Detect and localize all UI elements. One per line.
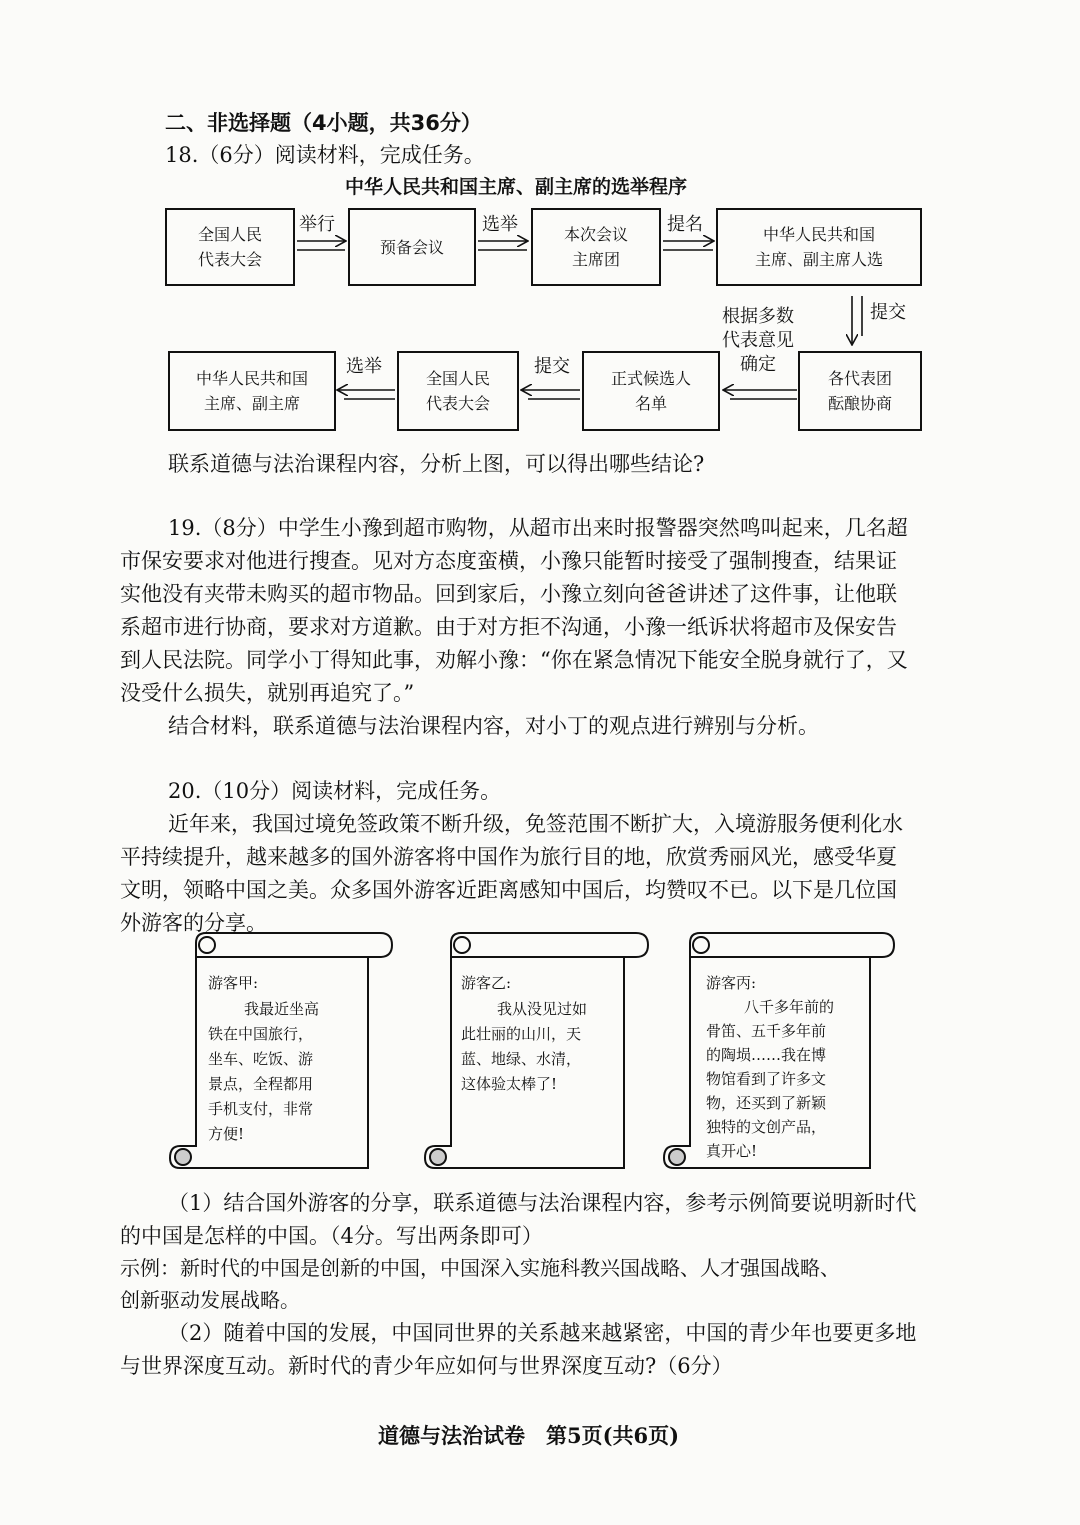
tourist-b-l1: 我从没见过如 <box>497 1000 588 1018</box>
q18-question: 联系道德与法治课程内容，分析上图，可以得出哪些结论? <box>168 452 705 476</box>
q19-task: 结合材料，联系道德与法治课程内容，对小丁的观点进行辨别与分析。 <box>168 714 819 738</box>
label-elect2: 选举 <box>346 356 382 377</box>
node-npc-a <box>165 208 295 286</box>
q19-line-6: 没受什么损失，就别再追究了。” <box>120 681 415 705</box>
node-npc-b-l2: 代表大会 <box>425 394 490 413</box>
node-prep <box>348 208 476 286</box>
q20-line-1: 近年来，我国过境免签政策不断升级，免签范围不断扩大，入境游服务便利化水 <box>168 812 903 836</box>
tourist-c-l3: 的陶埙……我在博 <box>706 1046 827 1064</box>
label-elect1: 选举 <box>482 214 518 235</box>
tourist-a-l3: 坐车、吃饭、游 <box>208 1050 314 1068</box>
tourist-c-l7: 真开心! <box>706 1142 758 1160</box>
q20-sub1-l1: （1）结合国外游客的分享，联系道德与法治课程内容，参考示例简要说明新时代 <box>168 1191 917 1215</box>
tourist-a-l6: 方便! <box>208 1125 245 1143</box>
label-submit2: 提交 <box>534 356 570 377</box>
q19-line-4: 系超市进行协商，要求对方道歉。由于对方拒不沟通，小豫一纸诉状将超市及保安告 <box>120 615 897 639</box>
label-decide <box>722 305 794 377</box>
page-footer: 道德与法治试卷 第5页(共6页) <box>378 1423 680 1448</box>
q19-line-5: 到人民法院。同学小丁得知此事，劝解小豫：“你在紧急情况下能安全脱身就行了，又 <box>120 648 908 672</box>
node-candidates-l2: 主席、副主席人选 <box>754 250 883 269</box>
node-npc-a-l1: 全国人民 <box>197 225 262 244</box>
node-npc-a-l2: 代表大会 <box>197 250 262 269</box>
tourist-b-l2: 此壮丽的山川，天 <box>461 1025 582 1043</box>
tourist-c-l2: 骨笛、五千多年前 <box>706 1022 827 1040</box>
tourist-b-name: 游客乙: <box>461 974 512 992</box>
label-decide-l3: 确定 <box>740 354 776 375</box>
q20-example-l1: 示例：新时代的中国是创新的中国，中国深入实施科教兴国战略、人才强国战略、 <box>120 1256 840 1280</box>
section-title: 二、非选择题（4小题，共36分） <box>165 111 482 135</box>
node-result-l2: 主席、副主席 <box>203 394 300 413</box>
label-submit1: 提交 <box>870 302 906 323</box>
node-presidium <box>531 208 661 286</box>
label-decide-l1: 根据多数 <box>722 306 794 327</box>
tourist-a-l1: 我最近坐高 <box>244 1000 320 1018</box>
node-npc-b <box>397 351 519 431</box>
q19-line-2: 市保安要求对他进行搜查。见对方态度蛮横，小豫只能暂时接受了强制搜查，结果证 <box>120 549 897 573</box>
node-presidium-l2: 主席团 <box>571 250 620 269</box>
tourist-a-l5: 手机支付，非常 <box>208 1100 314 1118</box>
q20-stem: 20.（10分）阅读材料，完成任务。 <box>168 779 502 803</box>
label-nominate: 提名 <box>667 214 703 235</box>
tourist-c-l4: 物馆看到了许多文 <box>706 1070 827 1088</box>
q20-line-4: 外游客的分享。 <box>120 911 267 935</box>
node-delegations-l1: 各代表团 <box>827 369 892 388</box>
q20-sub2-l2: 与世界深度互动。新时代的青少年应如何与世界深度互动?（6分） <box>120 1354 733 1378</box>
q18-stem: 18.（6分）阅读材料，完成任务。 <box>165 143 485 167</box>
q20-line-2: 平持续提升，越来越多的国外游客将中国作为旅行目的地，欣赏秀丽风光，感受华夏 <box>120 845 897 869</box>
tourist-c-l5: 物，还买到了新颖 <box>706 1094 827 1112</box>
node-delegations <box>798 351 922 431</box>
tourist-c-l1: 八千多年前的 <box>744 998 835 1016</box>
node-prep-l1: 预备会议 <box>379 237 444 257</box>
node-formal-l1: 正式候选人 <box>610 369 691 388</box>
q20-sub2-l1: （2）随着中国的发展，中国同世界的关系越来越紧密，中国的青少年也要更多地 <box>168 1321 917 1345</box>
node-delegations-l2: 酝酿协商 <box>827 394 892 413</box>
q20-line-3: 文明，领略中国之美。众多国外游客近距离感知中国后，均赞叹不已。以下是几位国 <box>120 878 897 902</box>
tourist-a-l2: 铁在中国旅行， <box>208 1025 314 1043</box>
tourist-b-l4: 这体验太棒了! <box>461 1075 558 1093</box>
node-candidates-l1: 中华人民共和国 <box>762 225 875 244</box>
node-formal-l2: 名单 <box>634 394 667 413</box>
q19-line-1: 19.（8分）中学生小豫到超市购物，从超市出来时报警器突然鸣叫起来，几名超 <box>168 516 908 540</box>
node-npc-b-l1: 全国人民 <box>425 369 490 388</box>
tourist-a-name: 游客甲: <box>208 974 259 992</box>
node-presidium-l1: 本次会议 <box>563 225 628 244</box>
node-result-l1: 中华人民共和国 <box>195 369 308 388</box>
q20-example-l2: 创新驱动发展战略。 <box>120 1288 300 1312</box>
tourist-c-l6: 独特的文创产品， <box>706 1118 827 1136</box>
node-candidates <box>716 208 922 286</box>
tourist-a-l4: 景点，全程都用 <box>208 1075 314 1093</box>
q19-line-3: 实他没有夹带未购买的超市物品。回到家后，小豫立刻向爸爸讲述了这件事，让他联 <box>120 582 897 606</box>
tourist-c-name: 游客丙: <box>706 974 757 992</box>
node-formal <box>582 351 720 431</box>
label-decide-l2: 代表意见 <box>722 330 794 351</box>
diagram-title: 中华人民共和国主席、副主席的选举程序 <box>345 176 688 198</box>
node-result <box>168 351 336 431</box>
label-hold: 举行 <box>299 214 335 235</box>
tourist-b-l3: 蓝、地绿、水清， <box>461 1050 582 1068</box>
q20-sub1-l2: 的中国是怎样的中国。（4分。写出两条即可） <box>120 1224 543 1248</box>
